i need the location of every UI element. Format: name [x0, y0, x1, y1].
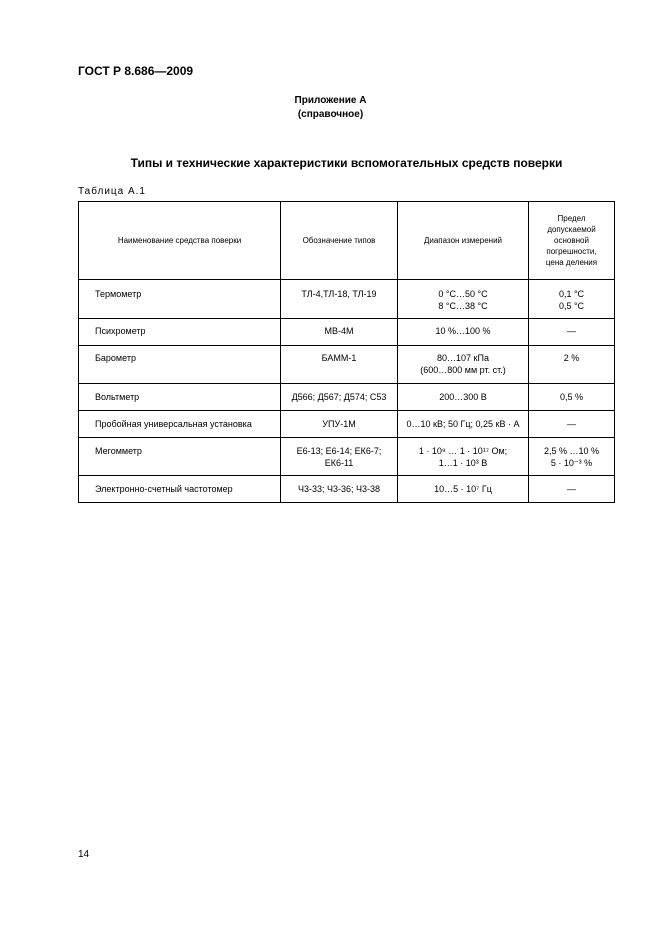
row-divider	[79, 318, 614, 319]
cell-limit	[529, 352, 614, 364]
cell-line: 0,5 °С	[558, 301, 585, 311]
row-divider	[79, 410, 614, 411]
cell-type	[281, 483, 397, 495]
cell-line: Д566; Д567; Д574; С53	[291, 392, 387, 402]
cell-type	[281, 445, 397, 469]
header-type: Обозначение типов	[302, 236, 376, 245]
cell-name: Психрометр	[95, 326, 146, 336]
cell-line: МВ-4М	[324, 326, 354, 336]
header-limit-line: цена деления	[545, 258, 598, 267]
cell-name: Термометр	[95, 289, 142, 299]
header-limit-line: основной	[554, 236, 589, 245]
cell-range	[398, 445, 528, 469]
cell-name: Вольтметр	[95, 392, 140, 402]
standard-header: ГОСТ Р 8.686—2009	[78, 64, 194, 78]
appendix-title: Приложение А	[294, 95, 367, 106]
cell-line: 0,5 %	[559, 392, 583, 402]
cell-line: 0,1 °С	[558, 289, 585, 299]
cell-type	[281, 418, 397, 430]
cell-line: 0 °С…50 °С	[438, 289, 488, 299]
cell-range	[398, 288, 528, 312]
cell-line: БАММ-1	[321, 353, 357, 363]
cell-line: Ч3-33; Ч3-36; Ч3-38	[297, 484, 381, 494]
cell-range	[398, 483, 528, 495]
cell-type	[281, 325, 397, 337]
cell-line: ЕК6-11	[324, 458, 354, 468]
cell-line: УПУ-1М	[322, 419, 356, 429]
row-divider	[79, 475, 614, 476]
cell-line: 10 %…100 %	[435, 326, 491, 336]
cell-range	[398, 352, 528, 376]
cell-line: —	[567, 419, 576, 429]
cell-range	[398, 325, 528, 337]
cell-name: Барометр	[95, 353, 136, 363]
cell-line: 8 °С…38 °С	[438, 301, 488, 311]
page-number: 14	[78, 849, 90, 860]
cell-limit	[529, 418, 614, 430]
cell-line: 1 · 10⁹ … 1 · 10¹⁷ Ом;	[418, 446, 508, 456]
cell-line: 0…10 кВ; 50 Гц; 0,25 кВ · А	[406, 419, 520, 429]
cell-limit	[529, 483, 614, 495]
cell-line: Е6-13; Е6-14; ЕК6-7;	[296, 446, 382, 456]
page-title: Типы и технические характеристики вспомогательных средств поверки	[130, 156, 563, 170]
cell-name: Мегомметр	[95, 446, 142, 456]
cell-line: 10…5 · 10⁷ Гц	[434, 484, 492, 494]
cell-limit	[529, 391, 614, 403]
appendix-note: (справочное)	[297, 109, 364, 120]
cell-line: 80…107 кПа	[437, 353, 489, 363]
cell-name: Пробойная универсальная установка	[95, 419, 252, 429]
cell-line: ТЛ-4,ТЛ-18, ТЛ-19	[301, 289, 377, 299]
cell-limit	[529, 288, 614, 312]
cell-line: —	[567, 326, 576, 336]
header-range: Диапазон измерений	[423, 236, 503, 245]
cell-line: 2 %	[563, 353, 580, 363]
cell-line: —	[567, 484, 576, 494]
row-divider	[79, 345, 614, 346]
table-label: Таблица А.1	[78, 186, 146, 197]
cell-line: 200…300 В	[439, 392, 487, 402]
row-divider	[79, 383, 614, 384]
cell-type	[281, 288, 397, 300]
row-divider	[79, 437, 614, 438]
cell-range	[398, 418, 528, 430]
cell-name: Электронно-счетный частотомер	[95, 484, 233, 494]
cell-range	[398, 391, 528, 403]
cell-line: 2,5 % …10 %	[543, 446, 600, 456]
cell-line: 1…1 · 10³ В	[438, 458, 488, 468]
header-limit	[529, 202, 614, 279]
header-limit-line: допускаемой	[547, 225, 596, 234]
cell-line: 5 · 10⁻³ %	[550, 458, 593, 468]
cell-limit	[529, 445, 614, 469]
cell-line: (600…800 мм рт. ст.)	[420, 365, 506, 375]
cell-type	[281, 352, 397, 364]
cell-limit	[529, 325, 614, 337]
row-divider	[79, 279, 614, 280]
header-name: Наименование средства поверки	[117, 236, 242, 245]
data-table	[78, 201, 615, 503]
header-limit-line: Предел	[557, 214, 586, 223]
cell-type	[281, 391, 397, 403]
header-limit-line: погрешности,	[546, 247, 597, 256]
